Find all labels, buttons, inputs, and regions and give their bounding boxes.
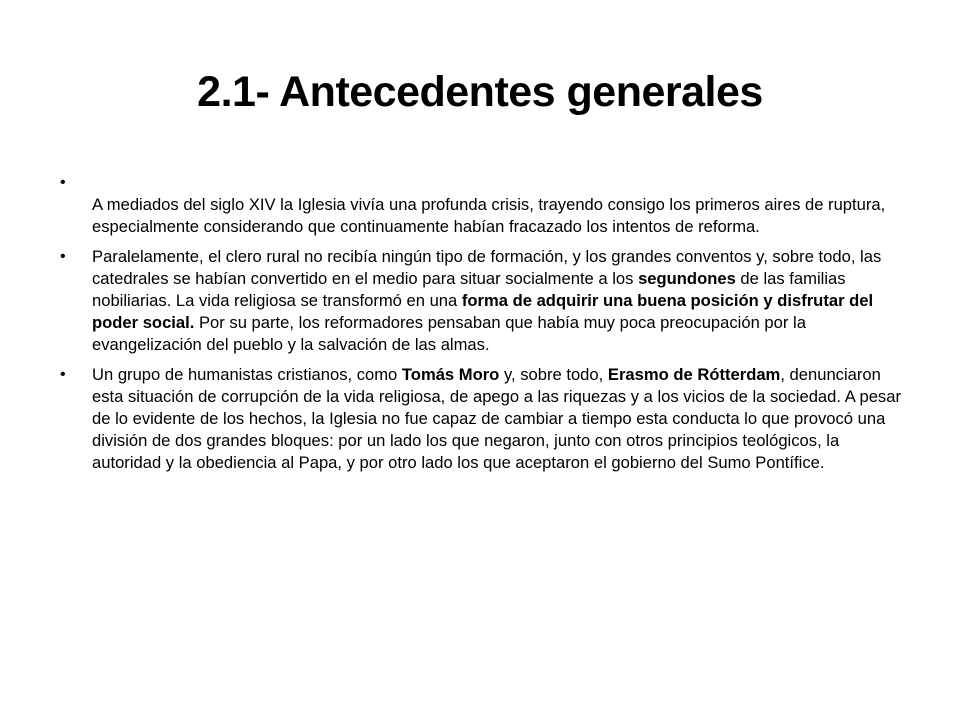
text-segment: Por su parte, los reformadores pensaban que había muy poca preocupación por la evangelización del pueblo y la salvación de las almas. <box>92 313 806 354</box>
bullet-text <box>92 246 910 356</box>
bold-text-segment: segundones <box>638 269 736 288</box>
bullet-icon: • <box>60 366 66 383</box>
text-segment: Paralelamente, el clero rural no recibía ningún tipo de formación, y los grandes conventos y, sobre todo, las catedrales se habían convertido en el medio para situar socialmente a los <box>92 247 882 288</box>
text-segment: y, sobre todo, <box>499 365 608 384</box>
text-segment: Un grupo de humanistas cristianos, como <box>92 365 402 384</box>
bullet-icon: • <box>60 174 66 191</box>
slide-title: 2.1- Antecedentes generales <box>197 68 763 116</box>
bullet-list <box>60 172 910 482</box>
bullet-item-2 <box>60 246 910 356</box>
bullet-text <box>92 364 910 474</box>
bullet-text <box>92 172 910 238</box>
bold-text-segment: forma de adquirir una buena posición y disfrutar del poder social. <box>92 291 874 332</box>
bullet-item-3 <box>60 364 910 474</box>
text-segment: , denunciaron esta situación de corrupción de la vida religiosa, de apego a las riquezas y a los vicios de la sociedad. A pesar de lo evidente de los hechos, la Iglesia no fue capaz de cambiar a tiempo esta conducta lo que provocó una división de dos grandes bloques: por un lado los que negaron, junto con otros principios teológicos, la autoridad y la obediencia al Papa, y por otro lado los que aceptaron el gobierno del Sumo Pontífice. <box>92 365 901 472</box>
bullet-icon: • <box>60 248 66 265</box>
text-segment: de las familias nobiliarias. La vida religiosa se transformó en una <box>92 269 846 310</box>
bold-text-segment: Erasmo de Rótterdam <box>607 365 781 384</box>
bullet-item-1 <box>60 172 910 238</box>
text-segment: A mediados del siglo XIV la Iglesia vivía una profunda crisis, trayendo consigo los primeros aires de ruptura, especialmente considerando que continuamente habían fracazado los intentos de reforma. <box>92 195 886 236</box>
bold-text-segment: Tomás Moro <box>401 365 500 384</box>
